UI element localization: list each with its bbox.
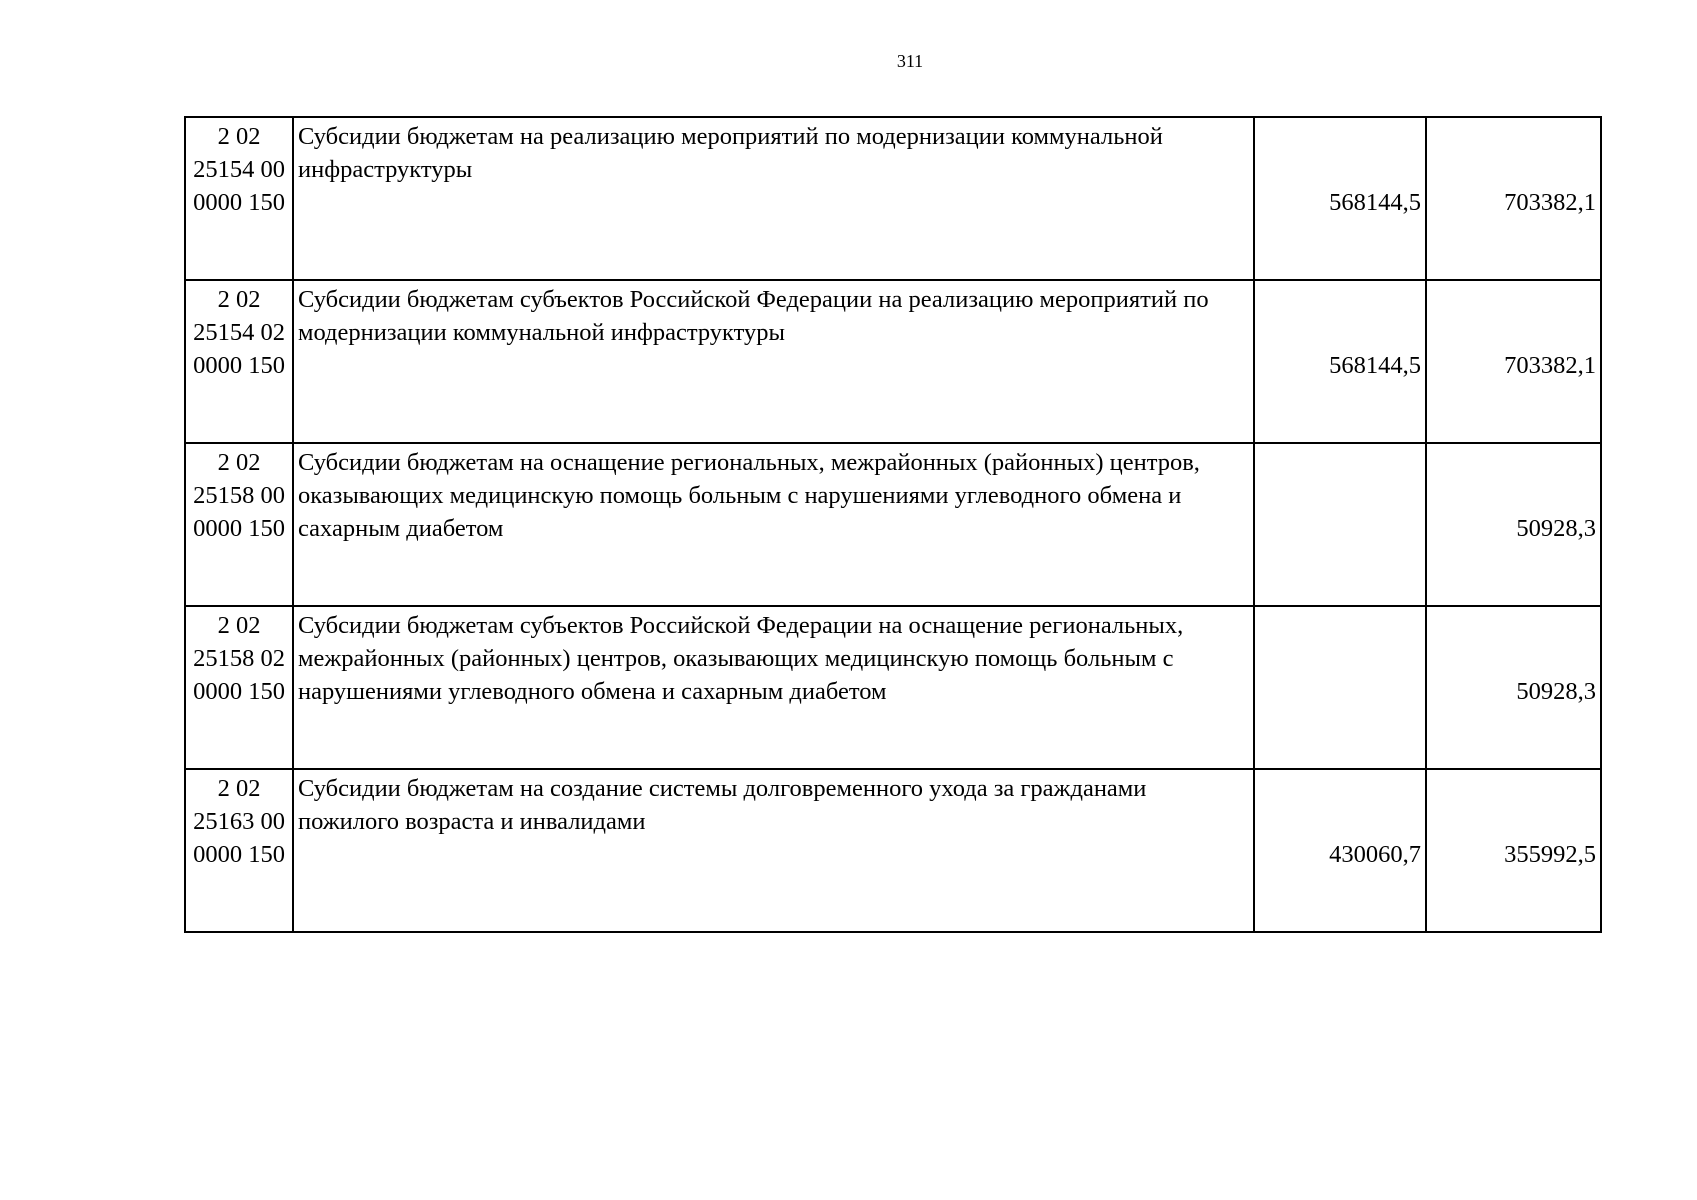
- budget-code-line: 2 02: [217, 286, 261, 313]
- amount-cell-2: 355992,5: [1426, 769, 1601, 932]
- amount-cell-2: 703382,1: [1426, 117, 1601, 280]
- page-number: 311: [896, 51, 924, 71]
- budget-code-line: 0000 150: [193, 678, 285, 705]
- table-row: [185, 443, 1601, 606]
- revenue-name-cell: Субсидии бюджетам на создание системы долговременного ухода за гражданами пожилого возраста и инвалидами: [293, 769, 1254, 932]
- revenue-name-cell: Субсидии бюджетам субъектов Российской Федерации на реализацию мероприятий по модернизации коммунальной инфраструктуры: [293, 280, 1254, 443]
- budget-code-line: 2 02: [217, 449, 261, 476]
- amount-cell-1: 568144,5: [1254, 117, 1426, 280]
- table-row: [185, 280, 1601, 443]
- budget-code-line: 0000 150: [193, 515, 285, 542]
- budget-code-cell: [185, 117, 293, 280]
- amount-cell-1: [1254, 443, 1426, 606]
- budget-code-line: 0000 150: [193, 352, 285, 379]
- budget-code-line: 0000 150: [193, 841, 285, 868]
- budget-code-cell: [185, 443, 293, 606]
- budget-code-line: 0000 150: [193, 189, 285, 216]
- budget-code-line: 25158 00: [193, 482, 285, 509]
- budget-code-line: 25154 00: [193, 156, 285, 183]
- amount-cell-1: 430060,7: [1254, 769, 1426, 932]
- budget-code-line: 2 02: [217, 612, 261, 639]
- revenue-name-cell: Субсидии бюджетам субъектов Российской Федерации на оснащение региональных, межрайонных (районных) центров, оказывающих медицинскую помощь больным с нарушениями углеводного обмена и сахарным диабетом: [293, 606, 1254, 769]
- budget-code-line: 25158 02: [193, 645, 285, 672]
- budget-code-cell: [185, 606, 293, 769]
- revenue-name-cell: Субсидии бюджетам на реализацию мероприятий по модернизации коммунальной инфраструктуры: [293, 117, 1254, 280]
- budget-code-line: 25154 02: [193, 319, 285, 346]
- budget-code-cell: [185, 280, 293, 443]
- revenue-name-cell: Субсидии бюджетам на оснащение региональных, межрайонных (районных) центров, оказывающих медицинскую помощь больным с нарушениями углеводного обмена и сахарным диабетом: [293, 443, 1254, 606]
- budget-code-line: 25163 00: [193, 808, 285, 835]
- budget-code-line: 2 02: [217, 775, 261, 802]
- budget-table: [184, 116, 1602, 933]
- amount-cell-2: 50928,3: [1426, 606, 1601, 769]
- amount-cell-1: 568144,5: [1254, 280, 1426, 443]
- amount-cell-2: 703382,1: [1426, 280, 1601, 443]
- amount-cell-1: [1254, 606, 1426, 769]
- table-row: [185, 117, 1601, 280]
- amount-cell-2: 50928,3: [1426, 443, 1601, 606]
- budget-code-cell: [185, 769, 293, 932]
- table-row: [185, 769, 1601, 932]
- table-row: [185, 606, 1601, 769]
- budget-code-line: 2 02: [217, 123, 261, 150]
